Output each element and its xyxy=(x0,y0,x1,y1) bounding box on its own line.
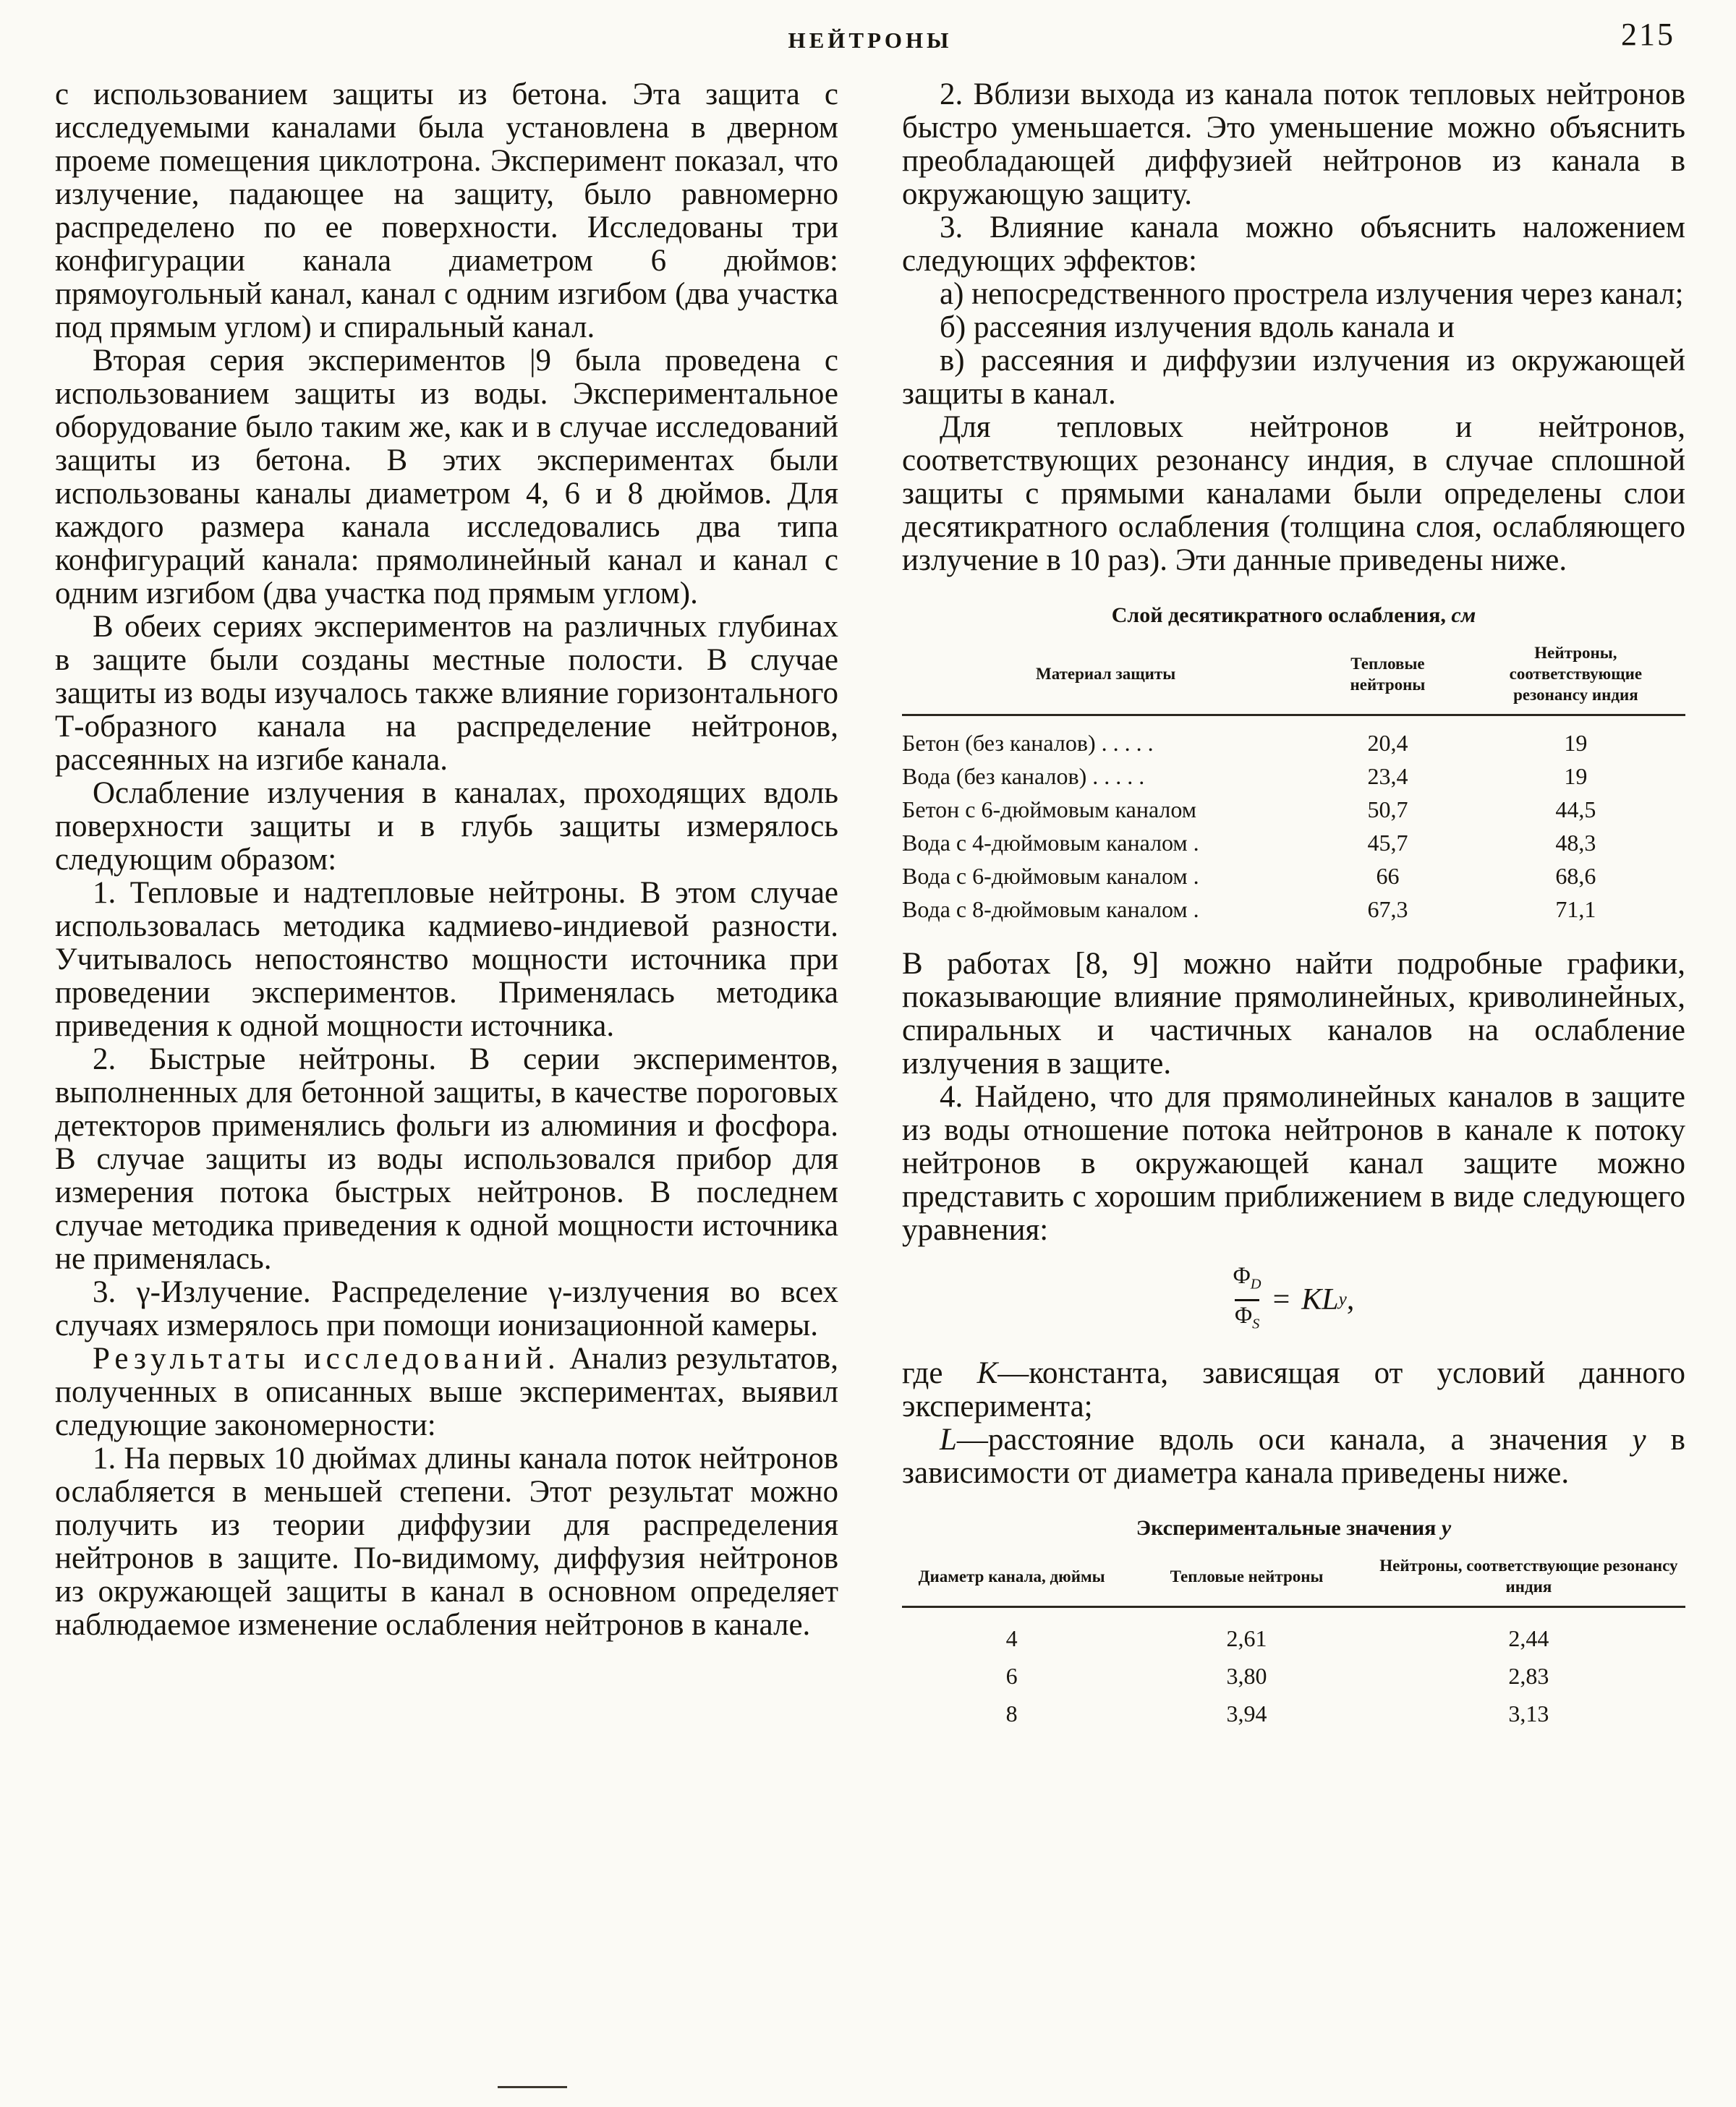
formula-comma: , xyxy=(1346,1283,1355,1317)
cell-material: Бетон с 6-дюймовым каналом xyxy=(902,796,1197,822)
list-item-thermal-neutrons: 1. Тепловые и надтепловые нейтроны. В этом случае использовалась методика кадмиево-индиевой разности. Учитывалось непостоянство мощности источника при проведении экспериментов. Применялась методика приведения к одной мощности источника. xyxy=(55,876,838,1043)
two-column-text xyxy=(55,78,1685,1754)
list-item-gamma: 3. γ-Излучение. Распределение γ-излучения во всех случаях измерялось при помощи ионизационной камеры. xyxy=(55,1275,838,1342)
sub-item-v: в) рассеяния и диффузии излучения из окружающей защиты в канал. xyxy=(902,344,1685,411)
right-column xyxy=(902,78,1685,1754)
table2-title: Экспериментальные значения y xyxy=(1136,1516,1452,1541)
formula-rhs: KL xyxy=(1301,1283,1339,1317)
table-row xyxy=(902,715,1685,760)
cell-indium: 44,5 xyxy=(1555,796,1596,822)
col-header-indium-resonance: Нейтроны, соответствующие резонансу индия xyxy=(1372,1554,1685,1607)
table-row xyxy=(902,759,1685,793)
sub-item-b: б) рассеяния излучения вдоль канала и xyxy=(940,310,1455,344)
conclusion-item-2: 2. Вблизи выхода из канала поток тепловых нейтронов быстро уменьшается. Это уменьшение можно объяснить преобладающей диффузией нейтронов из канала в окружающую защиту. xyxy=(902,77,1685,211)
col-header-channel-diameter: Диаметр канала, дюймы xyxy=(902,1554,1121,1607)
experimental-y-table xyxy=(902,1554,1685,1732)
cell-indium: 71,1 xyxy=(1555,896,1596,922)
cell-indium: 19 xyxy=(1564,730,1588,756)
paragraph-results xyxy=(55,1342,838,1442)
cell-thermal: 3,80 xyxy=(1226,1663,1267,1690)
list-item-fast-neutrons: 2. Быстрые нейтроны. В серии экспериментов, выполненных для бетонной защиты, в качестве пороговых детекторов применялись фольги из алюминия и фосфора. В случае защиты из воды использовался прибор для измерения потока быстрых нейтронов. В последнем случае методика приведения к одной мощности источника не применялась. xyxy=(55,1042,838,1276)
cell-material: Вода с 4-дюймовым каналом . xyxy=(902,830,1199,856)
results-text: Анализ результатов, полученных в описанных выше экспериментах, выявил следующие закономерности: xyxy=(55,1342,838,1442)
table1-title-unit: см xyxy=(1451,603,1476,627)
cell-thermal: 45,7 xyxy=(1367,830,1408,856)
col-header-thermal-neutrons: Тепловые нейтроны xyxy=(1121,1554,1372,1607)
formula-exponent: y xyxy=(1338,1290,1347,1310)
running-title: НЕЙТРОНЫ xyxy=(788,27,953,53)
page-header xyxy=(55,16,1685,64)
cell-material: Вода (без каналов) . . . . . xyxy=(902,763,1145,789)
sub-item-a: а) непосредственного прострела излучения через канал; xyxy=(940,277,1684,311)
cell-thermal: 3,94 xyxy=(1226,1701,1267,1727)
table-row xyxy=(902,1607,1685,1658)
conclusion-item-3: 3. Влияние канала можно объяснить наложением следующих эффектов: xyxy=(902,210,1685,278)
table-row xyxy=(902,793,1685,826)
attenuation-table xyxy=(902,641,1685,926)
cell-thermal: 20,4 xyxy=(1367,730,1408,756)
formula-denominator: $\Phi_S$ xyxy=(1235,1299,1259,1339)
cell-thermal: 23,4 xyxy=(1367,763,1408,789)
table-row xyxy=(902,826,1685,859)
cell-indium: 2,83 xyxy=(1508,1663,1549,1690)
attenuation-formula xyxy=(902,1261,1685,1338)
formula-legend-l: L—расстояние вдоль оси канала, а значения y в зависимости от диаметра канала приведены ниже. xyxy=(902,1423,1685,1491)
conclusion-item-1: 1. На первых 10 дюймах длины канала поток нейтронов ослабляется в меньшей степени. Этот результат можно получить из теории диффузии для распределения нейтронов в защите. По-видимому, диффузия нейтронов из окружающей защиты в канал в основном определяет наблюдаемое изменение ослабления нейтронов в канале. xyxy=(55,1442,838,1642)
cell-diameter: 8 xyxy=(1005,1701,1018,1727)
table-row xyxy=(902,859,1685,893)
paragraph: В обеих сериях экспериментов на различных глубинах в защите были созданы местные полости. В случае защиты из воды изучалось также влияние горизонтального Т-образного канала на распределение нейтронов, рассеянных на изгибе канала. xyxy=(55,610,838,777)
cell-indium: 19 xyxy=(1564,763,1588,789)
table1-title: Слой десятикратного ослабления, см xyxy=(1111,603,1476,627)
page-number: 215 xyxy=(1621,17,1675,52)
cell-indium: 68,6 xyxy=(1555,863,1596,889)
formula-legend-k: где K—константа, зависящая от условий данного эксперимента; xyxy=(902,1356,1685,1424)
variable-L: L xyxy=(940,1423,957,1457)
cell-indium: 2,44 xyxy=(1508,1625,1549,1652)
col-header-indium-resonance: Нейтроны, соответствующие резонансу индия xyxy=(1466,641,1685,715)
table-header-row xyxy=(902,641,1685,715)
cell-thermal: 66 xyxy=(1376,863,1400,889)
cell-thermal: 67,3 xyxy=(1367,896,1408,922)
cell-thermal: 2,61 xyxy=(1226,1625,1267,1652)
paragraph: Вторая серия экспериментов |9 была проведена с использованием защиты из воды. Экспериментальное оборудование было таким же, как и в случае исследований защиты из бетона. В этих экспериментах были использованы каналы диаметром 4, 6 и 8 дюймов. Для каждого размера канала исследовались два типа конфигураций канала: прямолинейный канал и канал с одним изгибом (два участка под прямым углом). xyxy=(55,344,838,610)
cell-diameter: 4 xyxy=(1005,1625,1018,1652)
footnote-rule-artifact xyxy=(498,2086,567,2088)
variable-y: y xyxy=(1632,1423,1646,1457)
formula-numerator: $\Phi_D$ xyxy=(1233,1263,1261,1293)
col-header-material: Материал защиты xyxy=(902,641,1309,715)
flux-ratio-fraction xyxy=(1233,1261,1261,1338)
cell-thermal: 50,7 xyxy=(1367,796,1408,822)
col-header-thermal-neutrons: Тепловые нейтроны xyxy=(1309,641,1466,715)
equals-sign: = xyxy=(1272,1283,1290,1317)
variable-K: K xyxy=(977,1356,998,1391)
table-row xyxy=(902,1657,1685,1695)
cell-indium: 3,13 xyxy=(1508,1701,1549,1727)
cell-diameter: 6 xyxy=(1005,1663,1018,1690)
left-column xyxy=(55,78,838,1642)
cell-material: Бетон (без каналов) . . . . . xyxy=(902,730,1154,756)
results-heading: Результаты исследований. xyxy=(93,1342,561,1376)
paragraph: Ослабление излучения в каналах, проходящих вдоль поверхности защиты и в глубь защиты измерялось следующим образом: xyxy=(55,776,838,877)
conclusion-item-4: 4. Найдено, что для прямолинейных каналов в защите из воды отношение потока нейтронов в канале к потоку нейтронов в окружающей канал защите можно представить с хорошим приближением в виде следующего уравнения: xyxy=(902,1080,1685,1247)
table-row xyxy=(902,1695,1685,1732)
paragraph-continuation: с использованием защиты из бетона. Эта защита с исследуемыми каналами была установлена в дверном проеме помещения циклотрона. Эксперимент показал, что излучение, падающее на защиту, было равномерно распределено по ее поверхности. Исследованы три конфигурации канала диаметром 6 дюймов: прямоугольный канал, канал с одним изгибом (два участка под прямым углом) и спиральный канал. xyxy=(55,77,838,344)
paragraph: Для тепловых нейтронов и нейтронов, соответствующих резонансу индия, в случае сплошной защиты с прямыми каналами были определены слои десятикратного ослабления (толщина слоя, ослабляющего излучение в 10 раз). Эти данные приведены ниже. xyxy=(902,410,1685,577)
table-header-row xyxy=(902,1554,1685,1607)
cell-material: Вода с 8-дюймовым каналом . xyxy=(902,896,1199,922)
table2-title-unit: y xyxy=(1441,1516,1452,1541)
cell-material: Вода с 6-дюймовым каналом . xyxy=(902,863,1199,889)
paragraph-references: В работах [8, 9] можно найти подробные графики, показывающие влияние прямолинейных, криволинейных, спиральных и частичных каналов на ослабление излучения в защите. xyxy=(902,947,1685,1081)
table-row xyxy=(902,893,1685,926)
cell-indium: 48,3 xyxy=(1555,830,1596,856)
